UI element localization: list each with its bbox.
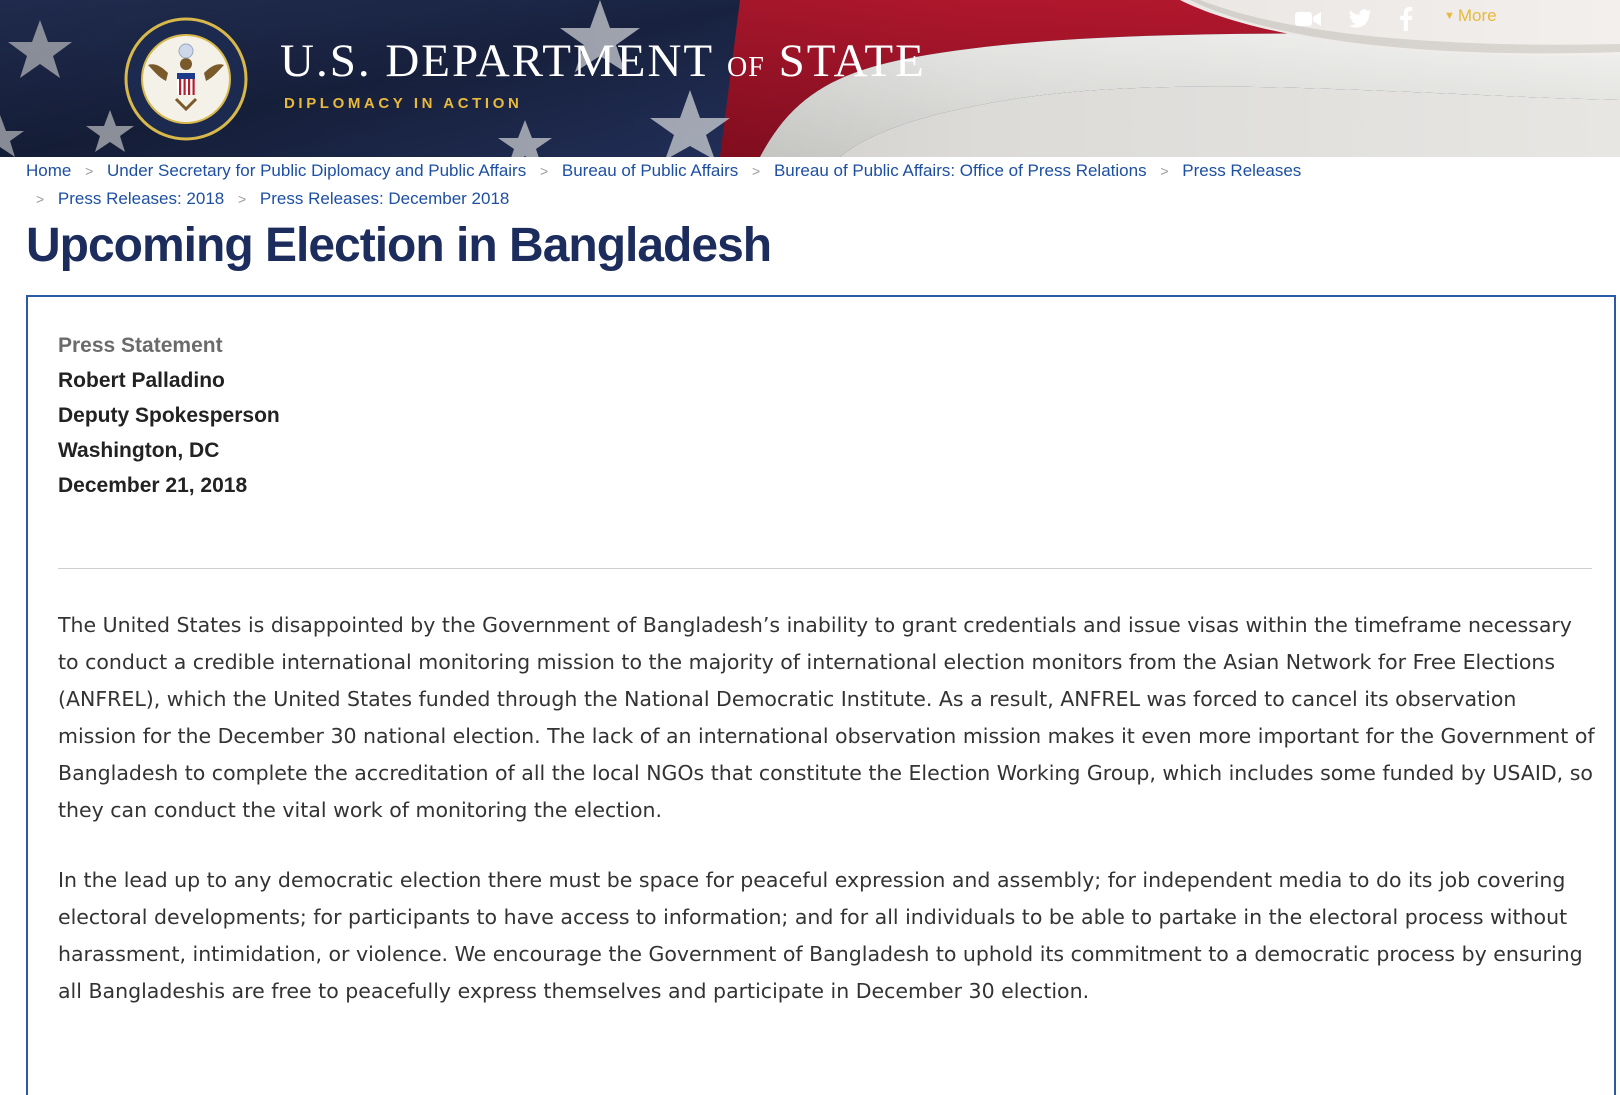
agency-name[interactable]	[280, 35, 926, 87]
breadcrumb-link-press-releases-2018[interactable]: Press Releases: 2018	[57, 189, 225, 208]
facebook-icon[interactable]	[1396, 6, 1416, 32]
agency-name-prefix: U.S. DEPARTMENT	[280, 35, 714, 87]
statement-author: Robert Palladino	[58, 369, 225, 392]
caret-down-icon: ▼	[1444, 10, 1455, 22]
breadcrumb-separator: >	[539, 163, 549, 179]
breadcrumb-link-under-secretary[interactable]: Under Secretary for Public Diplomacy and Public Affairs	[107, 161, 527, 180]
more-label: More	[1457, 6, 1497, 25]
divider	[58, 568, 1592, 569]
breadcrumb-link-bureau[interactable]: Bureau of Public Affairs	[561, 161, 739, 180]
statement-location: Washington, DC	[58, 439, 220, 462]
body-paragraph: In the lead up to any democratic election there must be space for peaceful expression and assembly; for independent media to do its job covering electoral developments; for participants to have access to information; and for all individuals to be able to partake in the electoral process without harassment, intimidation, or violence. We encourage the Government of Bangladesh to uphold its commitment to a democratic process by ensuring all Bangladeshis are free to peacefully express themselves and participate in December 30 election.	[58, 868, 1583, 1003]
breadcrumb-link-press-releases-december-2018[interactable]: Press Releases: December 2018	[259, 189, 510, 208]
breadcrumb-separator: >	[237, 191, 247, 207]
breadcrumb-link-home[interactable]: Home	[26, 161, 72, 180]
statement-body	[58, 607, 1598, 1043]
breadcrumb-separator: >	[752, 163, 761, 179]
page-title: Upcoming Election in Bangladesh	[26, 219, 772, 272]
breadcrumb-separator: >	[36, 191, 45, 207]
twitter-icon[interactable]	[1346, 6, 1374, 32]
statement-meta	[58, 328, 280, 503]
breadcrumb-separator: >	[85, 163, 94, 179]
breadcrumb	[26, 157, 1526, 213]
video-icon[interactable]	[1293, 6, 1323, 32]
tagline: DIPLOMACY IN ACTION	[284, 95, 523, 112]
breadcrumb-link-press-releases[interactable]: Press Releases	[1182, 161, 1302, 180]
statement-date: December 21, 2018	[58, 474, 248, 497]
site-banner	[0, 0, 1620, 157]
body-paragraph: The United States is disappointed by the Government of Bangladesh’s inability to grant credentials and issue visas within the timeframe necessary to conduct a credible international monitoring mission to the majority of international election monitors from the Asian Network for Free Elections (ANFREL), which the United States funded through the National Democratic Institute. As a result, ANFREL was forced to cancel its observation mission for the December 30 national election. The lack of an international observation mission makes it even more important for the Government of Bangladesh to complete the accreditation of all the local NGOs that constitute the Election Working Group, which includes some funded by USAID, so they can conduct the vital work of monitoring the election.	[58, 613, 1595, 822]
breadcrumb-separator: >	[1160, 163, 1169, 179]
breadcrumb-link-press-relations[interactable]: Bureau of Public Affairs: Office of Press Relations	[773, 161, 1147, 180]
breadcrumb-row	[26, 185, 1526, 213]
press-statement-panel	[26, 295, 1616, 1095]
breadcrumb-row	[26, 157, 1526, 185]
department-of-state-seal-icon[interactable]	[124, 17, 248, 141]
agency-name-suffix: STATE	[778, 35, 926, 87]
statement-type: Press Statement	[58, 334, 223, 357]
agency-name-of: OF	[727, 52, 765, 83]
more-menu-button[interactable]	[1444, 6, 1497, 26]
statement-role: Deputy Spokesperson	[58, 404, 280, 427]
